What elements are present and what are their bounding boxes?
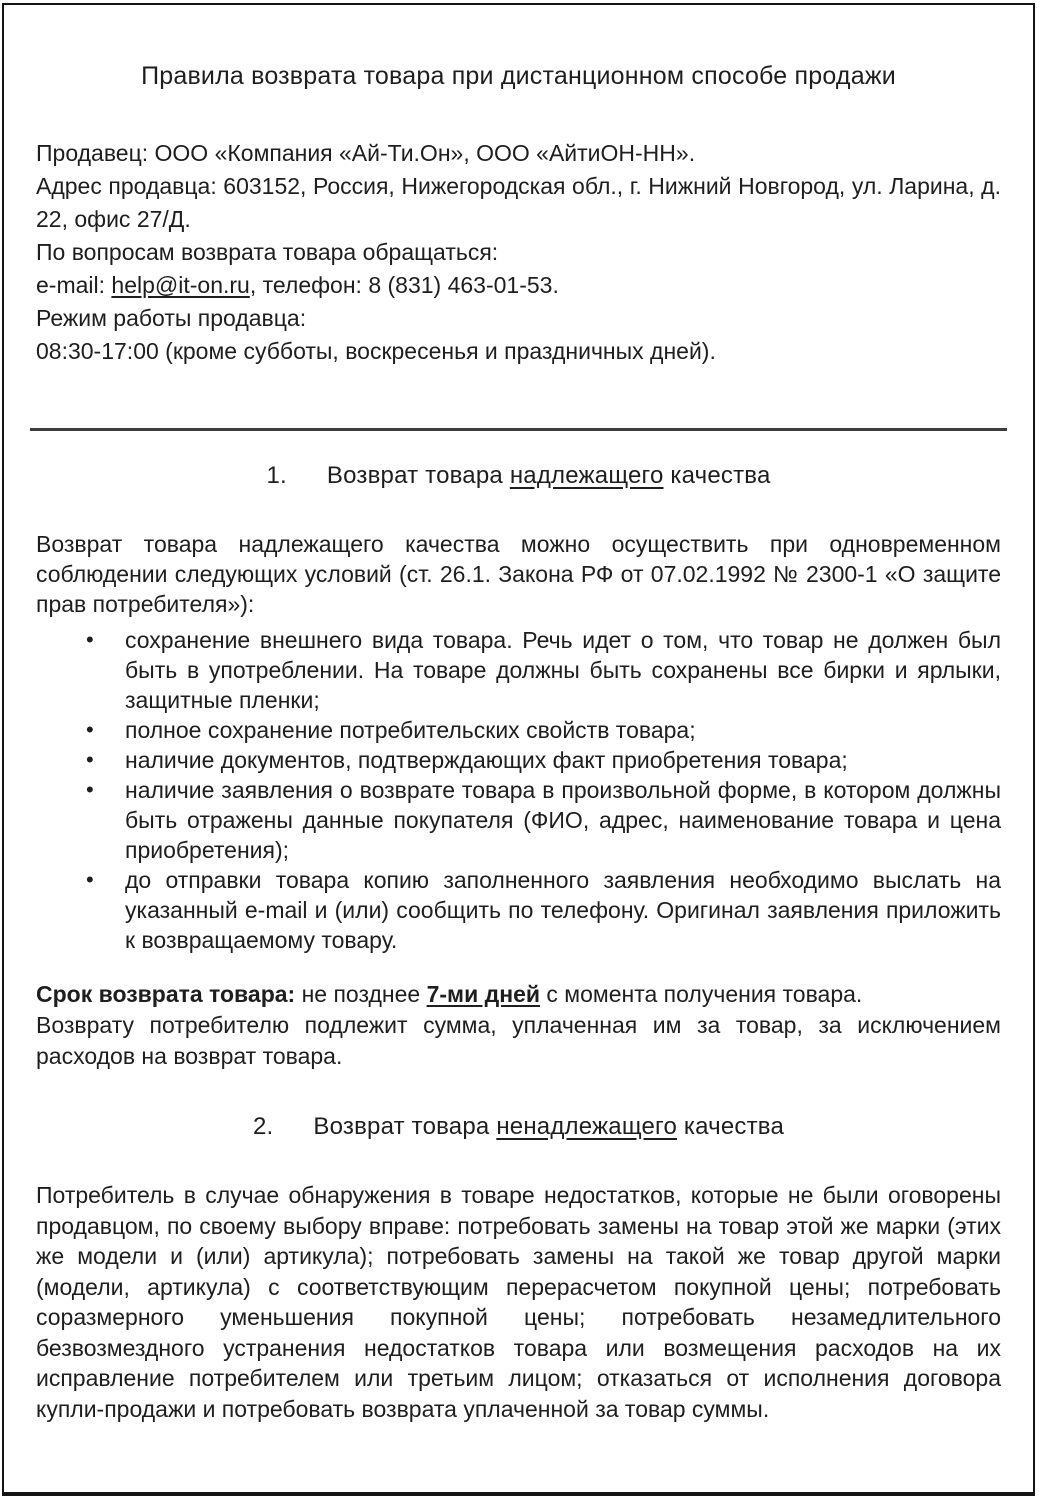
seller-address-line: Адрес продавца: 603152, Россия, Нижегородская обл., г. Нижний Новгород, ул. Ларина, д. 22, офис 27/Д. [36, 173, 1001, 232]
section2-title-underlined: ненадлежащего [496, 1113, 678, 1140]
seller-info-block [36, 137, 1001, 368]
list-item: • наличие заявления о возврате товара в произвольной форме, в котором должны быть отражены данные покупателя (ФИО, адрес, наименование товара и цена приобретения); [36, 775, 1001, 865]
list-item: • полное сохранение потребительских свойств товара; [36, 715, 1001, 745]
document-page [2, 3, 1035, 1496]
section-divider [30, 428, 1007, 431]
contact-intro-line: По вопросам возврата товара обращаться: [36, 239, 499, 265]
list-item: • сохранение внешнего вида товара. Речь идет о том, что товар не должен был быть в употреблении. На товаре должны быть сохранены все бирки и ярлыки, защитные пленки; [36, 625, 1001, 715]
section1-title-underlined: надлежащего [509, 462, 664, 489]
return-term-days: 7-ми дней [426, 981, 541, 1007]
list-item: • наличие документов, подтверждающих факт приобретения товара; [36, 745, 1001, 775]
section1-intro: Возврат товара надлежащего качества можно осуществить при одновременном соблюдении следующих условий (ст. 26.1. Закона РФ от 07.02.1992 № 2300-1 «О защите прав потребителя»): [36, 531, 1001, 617]
section1-heading [36, 461, 1001, 491]
return-term-label: Срок возврата товара: [36, 981, 296, 1007]
document-title: Правила возврата товара при дистанционном способе продажи [141, 62, 896, 90]
section2-number: 2. [252, 1113, 274, 1140]
phone-text: , телефон: 8 (831) 463-01-53. [249, 272, 559, 298]
refund-note: Возврату потребителю подлежит сумма, уплаченная им за товар, за исключением расходов на возврат товара. [36, 1012, 1001, 1069]
return-term-post: с момента получения товара. [540, 981, 863, 1007]
conditions-list [36, 625, 1001, 955]
working-hours-value: 08:30-17:00 (кроме субботы, воскресенья и праздничных дней). [36, 338, 716, 364]
email-link[interactable]: help@it-on.ru [111, 272, 250, 298]
section2-title-pre: Возврат товара [313, 1113, 497, 1140]
page-content [4, 5, 1033, 1424]
contact-line [36, 269, 1001, 302]
section1-title-post: качества [663, 462, 771, 489]
section2-title-post: качества [677, 1113, 785, 1140]
section2-body: Потребитель в случае обнаружения в товаре недостатков, которые не были оговорены продавцом, по своему выбору вправе: потребовать замены на товар этой же марки (этих же модели и (или) артикула); потребовать замены на такой же товар другой марки (модели, артикула) с соответствующим перерасчетом покупной цены; потребовать соразмерного уменьшения покупной цены; потребовать незамедлительного безвозмездного устранения недостатков товара или возмещения расходов на их исправление потребителем или третьим лицом; отказаться от исполнения договора купли-продажи и потребовать возврата уплаченной за товар суммы. [36, 1182, 1001, 1422]
return-term-paragraph [36, 979, 1001, 1072]
section1-number: 1. [266, 462, 287, 489]
section2-heading [36, 1112, 1001, 1142]
working-hours-label: Режим работы продавца: [36, 305, 307, 331]
section1-title-pre: Возврат товара [326, 462, 510, 489]
list-item: • до отправки товара копию заполненного заявления необходимо выслать на указанный e-mail и (или) сообщить по телефону. Оригинал заявления приложить к возвращаемому товару. [36, 865, 1001, 955]
seller-line: Продавец: ООО «Компания «Ай-Ти.Он», ООО «АйтиОН-НН». [36, 140, 696, 166]
return-term-pre: не позднее [295, 981, 427, 1007]
email-label: e-mail: [36, 272, 112, 298]
